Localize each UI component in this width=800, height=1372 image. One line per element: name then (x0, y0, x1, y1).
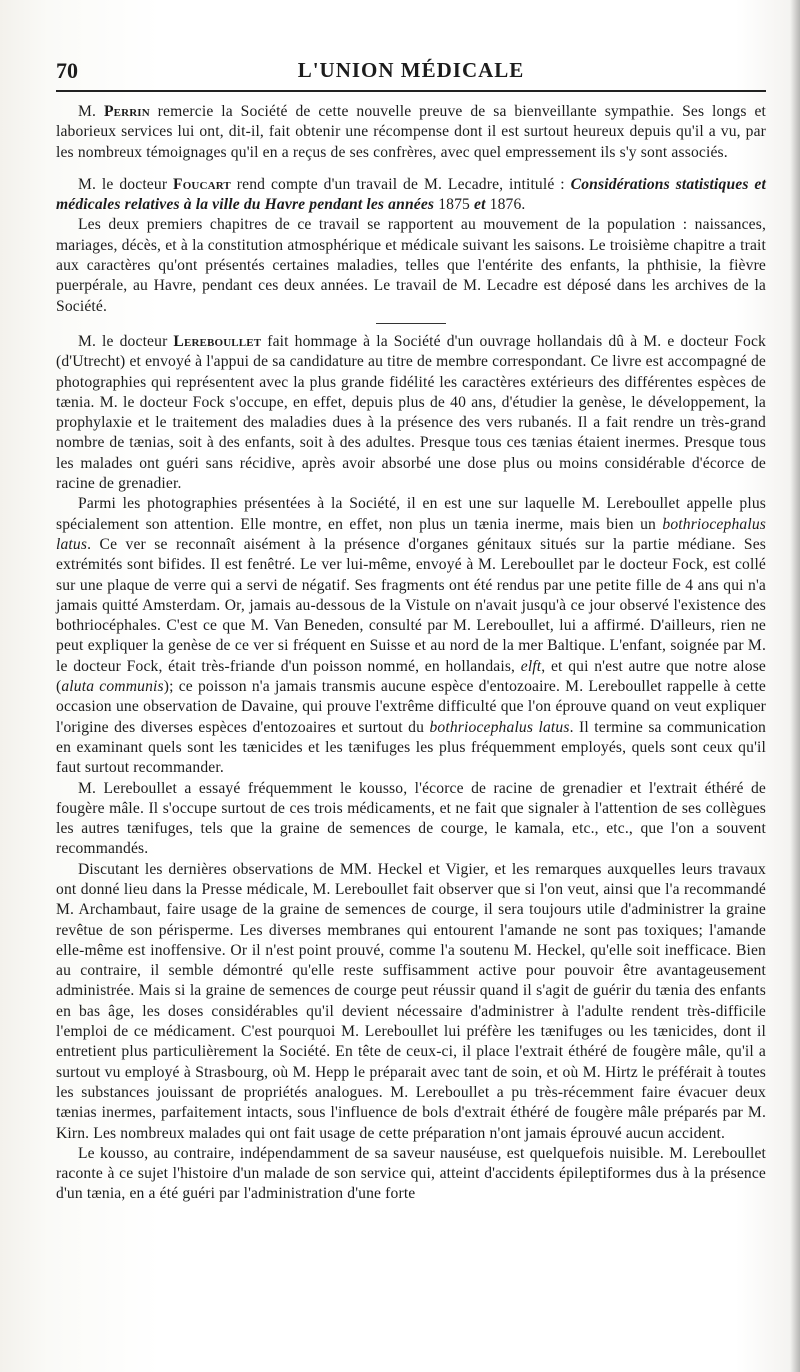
text-run: et (474, 196, 486, 214)
latin-term: aluta communis (61, 678, 164, 696)
text-run: Parmi les photographies présentées à la Société, il en est une sur laquelle M. Lereboullet appelle plus spécialement son attention. Elle montre, en effet, non plus un tænia inerme, mais bien un (56, 495, 766, 533)
text-run: remercie la Société de cette nouvelle preuve de sa bienveillante sympathie. Ses longs et laborieux services lui ont, dit-il, fait obtenir une récompense dont il est surtout heureux depuis qu'il a vu, par les nombreux témoignages qu'il en a reçus de ses confrères, avec quel empressement ils s'y sont associés. (56, 103, 766, 161)
speaker-name: Foucart (173, 175, 231, 193)
dutch-term: elft (520, 657, 542, 675)
paragraph-kousso-nuisible: Le kousso, au contraire, indépendamment de sa saveur nauséuse, est quelquefois nuisible. M. Lereboullet raconte à ce sujet l'histoire d'un malade de son service qui, atteint d'accidents épileptiformes dus à la présence d'un tænia, en a été guéri par l'administration d'une forte (56, 1144, 766, 1203)
text-run: ); ce poisson n'a jamais transmis aucune espèce d'entozoaire. M. Lereboullet rappelle à cette occasion une observation de Davaine, qui prouve l'extrême difficulté que l'on éprouve quand on veut expliquer l'origine des diverses espèces d'entozoaires et surtout du (56, 678, 766, 736)
text-run: rend compte d'un travail de M. Lecadre, intitulé : (230, 175, 571, 193)
paragraph-discussion: Discutant les dernières observations de MM. Heckel et Vigier, et les remarques auxquelles leurs travaux ont donné lieu dans la Presse médicale, M. Lereboullet fait observer que si l'on veut, ainsi que l'a recommandé M. Archambaut, faire usage de la graine de semences de courge, il sera toujours utile d'administrer la graine revêtue de son périsperme. Les diverses membranes qui entourent l'amande ne sont pas toxiques; l'amande elle-même est inoffensive. Or il n'est point prouvé, comme l'a soutenu M. Heckel, qu'elle soit inefficace. Bien au contraire, il semble démontré qu'elle reste suffisamment active pour pouvoir être avantageusement administrée. Mais si la graine de semences de courge peut réussir quand il s'agit de guérir du tænia des enfants en bas âge, les doses considérables qu'il devient nécessaire d'administrer à l'adulte rendent très-difficile l'emploi de ce médicament. C'est pourquoi M. Lereboullet lui préfère les tænifuges ou les tænicides, dont il entretient plus particulièrement la Société. En tête de ceux-ci, il place l'extrait éthéré de fougère mâle, qu'il a surtout vu employé à Strasbourg, où M. Hepp le préparait avec tant de soin, et où M. Hirtz le préférait à toutes les substances jouissant de propriétés analogues. M. Lereboullet a pu très-récemment faire évacuer deux tænias inermes, parfaitement intacts, sous l'influence de bols d'extrait éthéré de fougère mâle préparés par M. Kirn. Les nombreux malades qui ont fait usage de cette préparation n'ont jamais éprouvé aucun accident. (56, 860, 766, 1142)
section-divider (376, 323, 446, 324)
text-run: , et qui n'est autre que notre alose ( (56, 657, 766, 696)
paragraph-chapters: Les deux premiers chapitres de ce travail se rapportent au mouvement de la population : naissances, mariages, décès, et à la constitution atmosphérique et médicale suivant les saisons. Le troisième chapitre a trait aux caractères qu'ont présentés certaines maladies, telles que l'entérite des enfants, la phthisie, la fièvre puerpérale, au Havre, pendant ces deux années. Le travail de M. Lecadre est déposé dans les archives de la Société. (56, 216, 766, 315)
text-run: fait hommage à la Société d'un ouvrage hollandais dû à M. e docteur Fock (d'Utrecht) et envoyé à l'appui de sa candidature au titre de membre correspondant. Ce livre est accompagné de photographies qui représentent avec la plus grande fidélité les caractères extérieurs des différentes espèces de tænia. M. le docteur Fock s'occupe, en effet, depuis plus de 40 ans, d'étudier la genèse, le développement, la prophylaxie et le traitement des maladies dues à la présence des vers rubanés. Il a fait rendre un très-grand nombre de tænias, soit à des enfants, soit à des adultes. Presque tous ces tænias étaient inermes. Presque tous les malades ont guéri sans récidive, après avoir absorbé une dose plus ou moins considérable d'écorce de racine de grenadier. (56, 332, 766, 493)
work-title: Considérations statistiques et médicales relatives à la ville du Havre pendant les années (56, 175, 766, 214)
text-run: 1876. (485, 196, 526, 214)
paragraph-foucart (56, 175, 766, 216)
text-run: M. le docteur (78, 175, 174, 193)
page-header (56, 50, 766, 92)
journal-title: L'UNION MÉDICALE (297, 58, 525, 82)
article-body (56, 102, 766, 1205)
paragraph-photographies (56, 494, 766, 778)
text-run: . Il termine sa communication en examinant quels sont les tænicides et les tænifuges les plus fréquemment employés, quels sont ceux qu'il faut surtout recommander. (56, 718, 766, 777)
text-run: 1875 (434, 196, 475, 214)
speaker-name: Lereboullet (173, 332, 262, 350)
paragraph-kousso-essai: M. Lereboullet a essayé fréquemment le kousso, l'écorce de racine de grenadier et l'extrait éthéré de fougère mâle. Il s'occupe surtout de ces trois médicaments, et ne fait que signaler à l'attention de ses collègues les autres tænifuges, tels que la graine de semences de courge, le kamala, etc., etc., que l'on a souvent recommandés. (56, 779, 766, 858)
species-name: bothriocephalus latus (429, 718, 570, 736)
text-run: M. (78, 103, 104, 120)
page-number: 70 (56, 58, 78, 83)
page-edge-shadow (790, 0, 800, 1372)
speaker-name: Perrin (103, 103, 150, 120)
text-run: M. le docteur (78, 332, 174, 350)
text-run: . Ce ver se reconnaît aisément à la présence d'organes génitaux situés sur la partie médiane. Ses extrémités sont bifides. Il est fenêtré. Le ver lui-même, envoyé à M. Lereboullet par le docteur Fock, est collé sur une plaque de verre qui a servi de négatif. Ses fragments ont été rendus par une petite fille de 4 ans qui n'a jamais quitté Amsterdam. Or, jamais au-dessous de la Vistule on n'avait jusqu'à ce jour observé l'existence des bothriocéphales. C'est ce que M. Van Beneden, consulté par M. Lereboullet, lui a affirmé. D'ailleurs, rien ne peut expliquer la genèse de ce ver si fréquent en Suisse et au nord de la mer Baltique. L'enfant, soignée par M. le docteur Fock, était très-friande d'un poisson nommé, en hollandais, (56, 535, 766, 675)
paragraph-perrin (56, 102, 766, 163)
species-name: bothriocephalus latus (56, 515, 766, 553)
paragraph-lereboullet-hommage (56, 332, 766, 494)
